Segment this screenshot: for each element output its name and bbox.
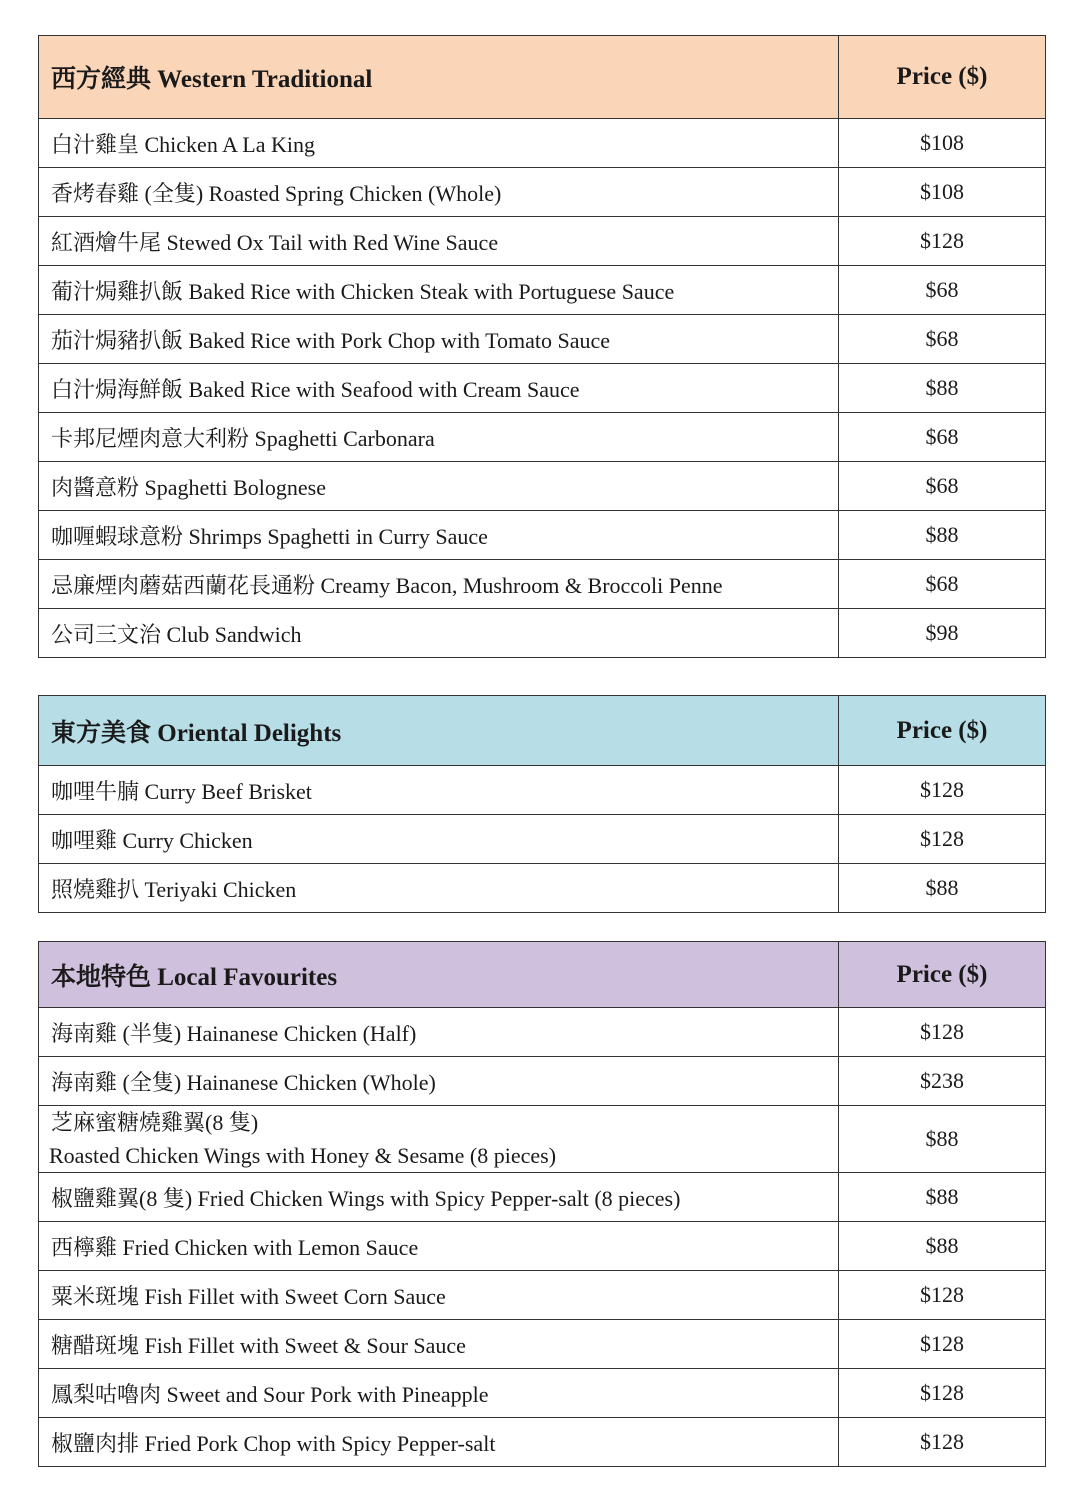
section-header (39, 942, 1046, 1008)
menu-row (39, 266, 1046, 315)
item-name: 糖醋斑塊 Fish Fillet with Sweet & Sour Sauce (39, 1320, 839, 1369)
menu-row (39, 1271, 1046, 1320)
item-name: 椒鹽肉排 Fried Pork Chop with Spicy Pepper-salt (39, 1418, 839, 1467)
item-name: 咖喱蝦球意粉 Shrimps Spaghetti in Curry Sauce (39, 511, 839, 560)
price-column-header: Price ($) (839, 942, 1046, 1008)
oriental-delights-table (38, 695, 1046, 913)
item-name: 肉醬意粉 Spaghetti Bolognese (39, 462, 839, 511)
menu-row (39, 119, 1046, 168)
item-price: $88 (839, 864, 1046, 913)
item-name: 葡汁焗雞扒飯 Baked Rice with Chicken Steak with Portuguese Sauce (39, 266, 839, 315)
section-title: 東方美食 Oriental Delights (39, 696, 839, 766)
item-price: $68 (839, 462, 1046, 511)
item-name: 海南雞 (全隻) Hainanese Chicken (Whole) (39, 1057, 839, 1106)
price-column-header: Price ($) (839, 696, 1046, 766)
price-column-header: Price ($) (839, 36, 1046, 119)
item-price: $128 (839, 1418, 1046, 1467)
item-price: $88 (839, 511, 1046, 560)
western-traditional-table (38, 35, 1046, 658)
menu-row (39, 315, 1046, 364)
item-name: 卡邦尼煙肉意大利粉 Spaghetti Carbonara (39, 413, 839, 462)
local-favourites-table (38, 941, 1046, 1467)
item-price: $68 (839, 413, 1046, 462)
item-name: 忌廉煙肉蘑菇西蘭花長通粉 Creamy Bacon, Mushroom & Broccoli Penne (39, 560, 839, 609)
item-name: 香烤春雞 (全隻) Roasted Spring Chicken (Whole) (39, 168, 839, 217)
section-title: 本地特色 Local Favourites (39, 942, 839, 1008)
menu-row (39, 1222, 1046, 1271)
menu-row (39, 364, 1046, 413)
menu-row (39, 1057, 1046, 1106)
item-price: $128 (839, 766, 1046, 815)
item-name-chinese: 芝麻蜜糖燒雞翼(8 隻) (51, 1110, 259, 1135)
item-price: $88 (839, 1106, 1046, 1173)
item-name: 海南雞 (半隻) Hainanese Chicken (Half) (39, 1008, 839, 1057)
menu-row (39, 864, 1046, 913)
section-header (39, 696, 1046, 766)
item-name: 西檸雞 Fried Chicken with Lemon Sauce (39, 1222, 839, 1271)
item-price: $68 (839, 560, 1046, 609)
item-price: $128 (839, 1320, 1046, 1369)
item-price: $98 (839, 609, 1046, 658)
section-header (39, 36, 1046, 119)
menu-row (39, 511, 1046, 560)
menu-row (39, 560, 1046, 609)
menu-row (39, 1320, 1046, 1369)
item-price: $128 (839, 1271, 1046, 1320)
item-price: $128 (839, 217, 1046, 266)
item-name: 粟米斑塊 Fish Fillet with Sweet Corn Sauce (39, 1271, 839, 1320)
item-name: 咖哩牛腩 Curry Beef Brisket (39, 766, 839, 815)
item-name: 公司三文治 Club Sandwich (39, 609, 839, 658)
item-price: $68 (839, 315, 1046, 364)
item-name: 茄汁焗豬扒飯 Baked Rice with Pork Chop with Tomato Sauce (39, 315, 839, 364)
item-price: $128 (839, 1008, 1046, 1057)
item-price: $238 (839, 1057, 1046, 1106)
item-price: $128 (839, 1369, 1046, 1418)
menu-row (39, 1173, 1046, 1222)
menu-row (39, 1008, 1046, 1057)
menu-row (39, 1369, 1046, 1418)
menu-row (39, 766, 1046, 815)
menu-row (39, 1418, 1046, 1467)
item-name: 紅酒燴牛尾 Stewed Ox Tail with Red Wine Sauce (39, 217, 839, 266)
item-name: 椒鹽雞翼(8 隻) Fried Chicken Wings with Spicy Pepper-salt (8 pieces) (39, 1173, 839, 1222)
menu-row (39, 1106, 1046, 1173)
item-name-two-line (39, 1106, 839, 1173)
item-price: $88 (839, 1173, 1046, 1222)
item-price: $128 (839, 815, 1046, 864)
item-name: 照燒雞扒 Teriyaki Chicken (39, 864, 839, 913)
item-name: 咖哩雞 Curry Chicken (39, 815, 839, 864)
item-name: 白汁焗海鮮飯 Baked Rice with Seafood with Cream Sauce (39, 364, 839, 413)
item-name: 白汁雞皇 Chicken A La King (39, 119, 839, 168)
menu-row (39, 413, 1046, 462)
menu-row (39, 217, 1046, 266)
item-price: $88 (839, 364, 1046, 413)
menu-row (39, 609, 1046, 658)
item-price: $108 (839, 119, 1046, 168)
item-name: 鳳梨咕嚕肉 Sweet and Sour Pork with Pineapple (39, 1369, 839, 1418)
menu-row (39, 168, 1046, 217)
item-name-english: Roasted Chicken Wings with Honey & Sesame (8 pieces) (49, 1143, 557, 1168)
item-price: $108 (839, 168, 1046, 217)
menu-row (39, 815, 1046, 864)
section-title: 西方經典 Western Traditional (39, 36, 839, 119)
item-price: $88 (839, 1222, 1046, 1271)
menu-row (39, 462, 1046, 511)
item-price: $68 (839, 266, 1046, 315)
